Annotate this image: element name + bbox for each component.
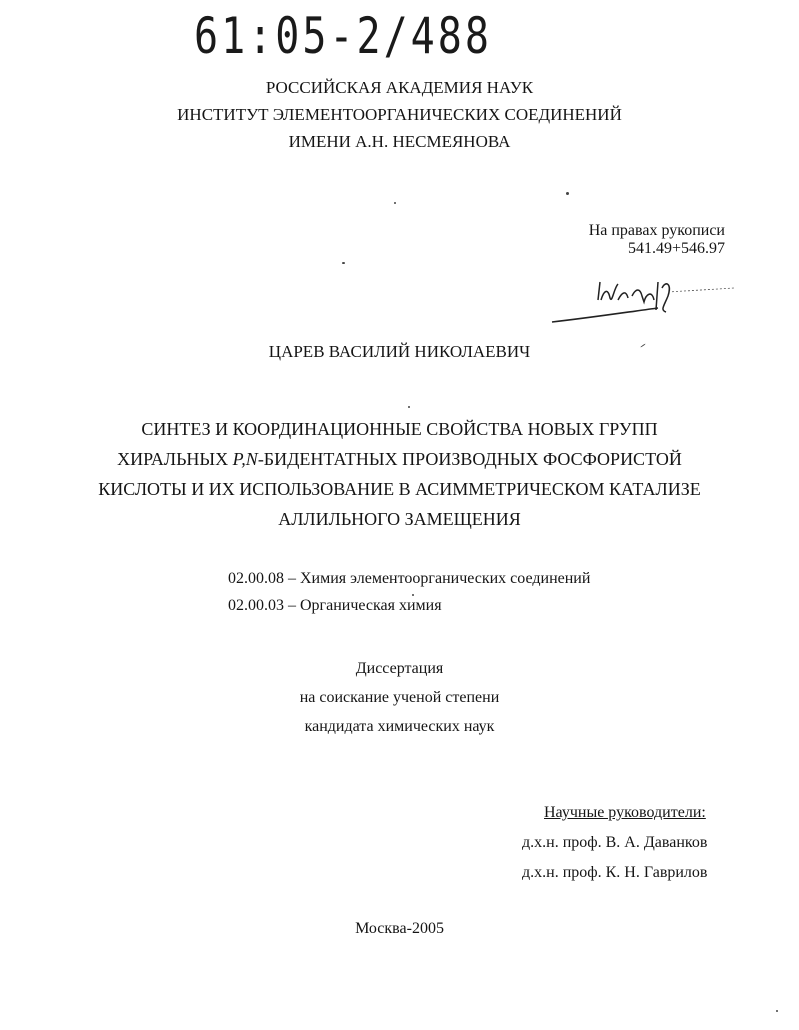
supervisor-name: д.х.н. проф. В. А. Даванков — [522, 834, 708, 851]
title-line-2-italic: P,N — [232, 449, 258, 469]
signature — [548, 270, 738, 330]
scan-speck — [566, 192, 569, 195]
city-year: Москва-2005 — [355, 920, 444, 937]
scan-speck — [412, 594, 414, 596]
scan-speck — [408, 406, 410, 408]
scan-speck — [394, 202, 396, 204]
supervisor-name: д.х.н. проф. К. Н. Гаврилов — [522, 864, 708, 881]
title-line-3: КИСЛОТЫ И ИХ ИСПОЛЬЗОВАНИЕ В АСИММЕТРИЧЕСКОМ КАТАЛИЗЕ — [98, 479, 701, 499]
supervisors-heading: Научные руководители: — [544, 804, 706, 821]
specialty-line: 02.00.08 – Химия элементоорганических соединений — [228, 570, 591, 587]
title-line-2 — [0, 444, 799, 474]
udc-code: 541.49+546.97 — [627, 240, 725, 257]
thesis-line-purpose: на соискание ученой степени — [299, 689, 500, 706]
scan-speck — [776, 1010, 778, 1012]
supervisors-block — [522, 798, 707, 888]
manuscript-rights: На правах рукописи — [588, 222, 725, 239]
title-line-2-suffix: -БИДЕНТАТНЫХ ПРОИЗВОДНЫХ ФОСФОРИСТОЙ — [257, 449, 682, 469]
thesis-line-type: Диссертация — [355, 660, 444, 677]
title-line-2-prefix: ХИРАЛЬНЫХ — [117, 449, 233, 469]
title-line-1: СИНТЕЗ И КООРДИНАЦИОННЫЕ СВОЙСТВА НОВЫХ ГРУПП — [141, 419, 658, 439]
header-line-institute: ИНСТИТУТ ЭЛЕМЕНТООРГАНИЧЕСКИХ СОЕДИНЕНИЙ — [177, 105, 622, 124]
thesis-description — [0, 654, 799, 741]
specialties — [228, 565, 590, 619]
thesis-line-degree: кандидата химических наук — [304, 718, 495, 735]
header-line-academy: РОССИЙСКАЯ АКАДЕМИЯ НАУК — [265, 78, 534, 97]
title-line-4: АЛЛИЛЬНОГО ЗАМЕЩЕНИЯ — [278, 509, 521, 529]
manuscript-block — [589, 222, 725, 258]
specialty-line: 02.00.03 – Органическая химия — [228, 597, 442, 614]
institution-header — [0, 74, 799, 155]
header-line-named-after: ИМЕНИ А.Н. НЕСМЕЯНОВА — [288, 132, 511, 151]
thesis-title — [0, 414, 799, 534]
author-name: ЦАРЕВ ВАСИЛИЙ НИКОЛАЕВИЧ — [268, 342, 531, 361]
archive-code: 61:05-2/488 — [194, 8, 492, 66]
scan-speck — [342, 262, 345, 264]
